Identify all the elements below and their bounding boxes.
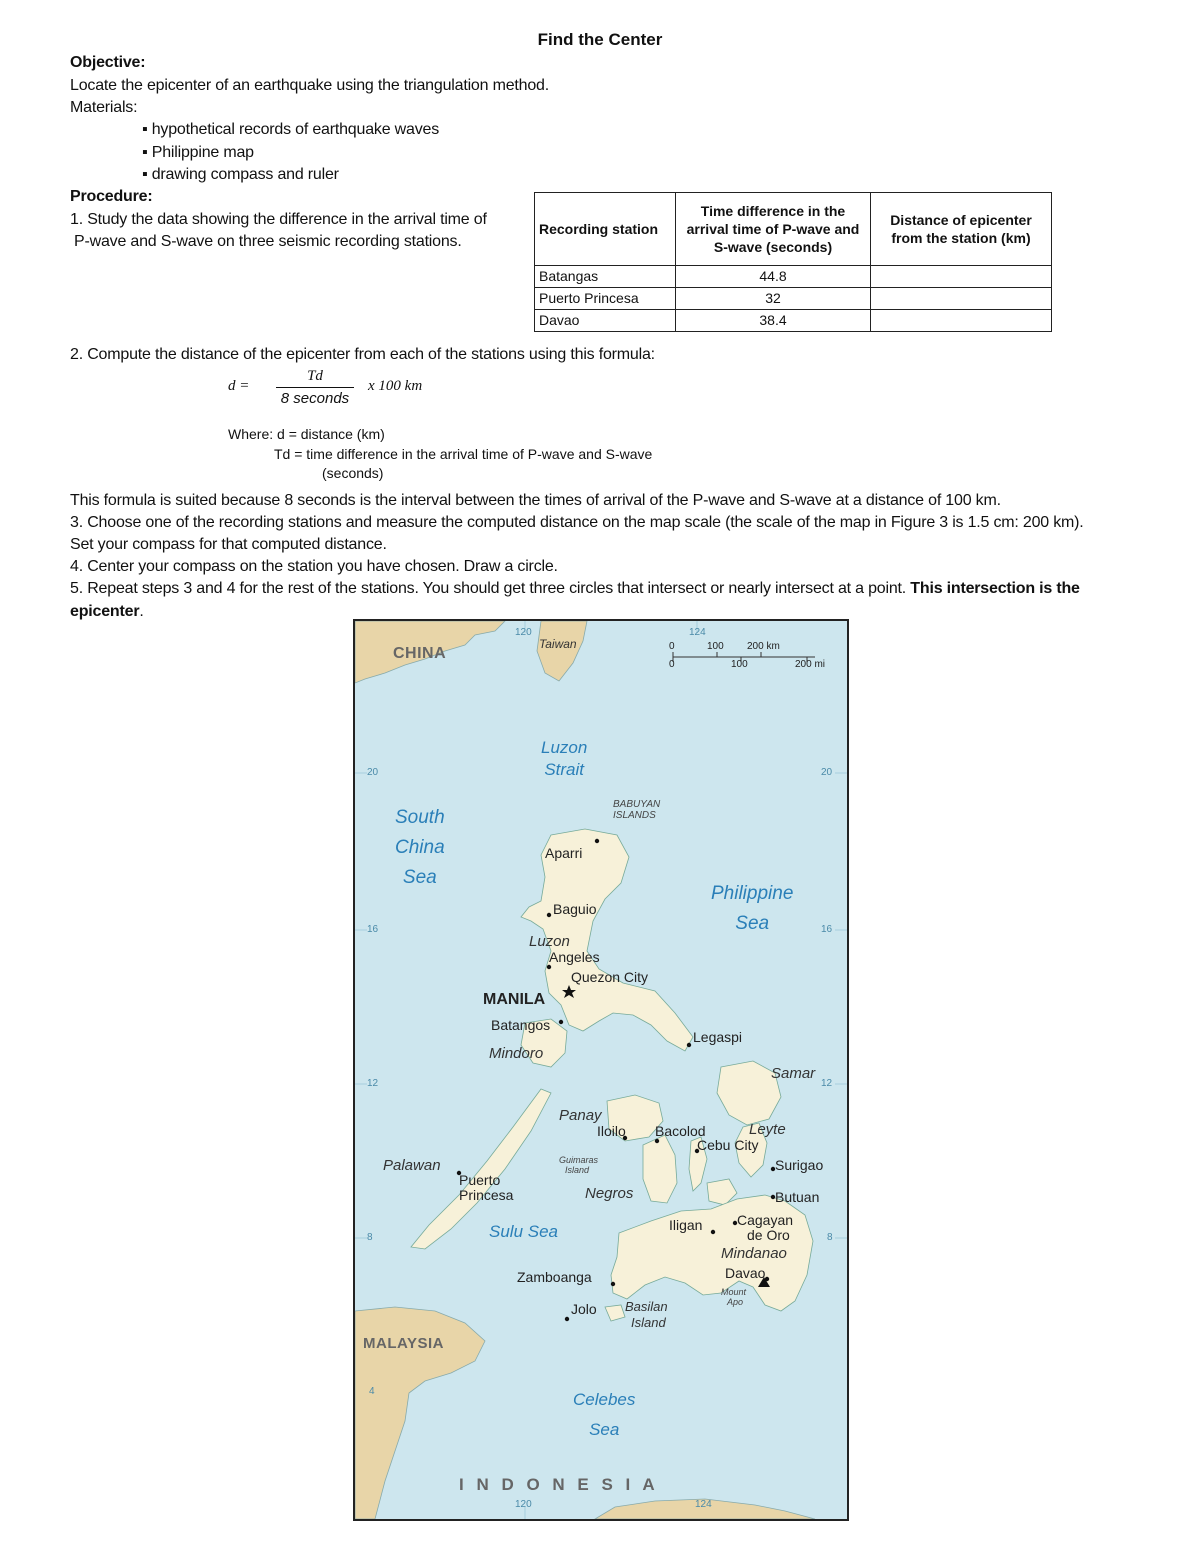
label-legaspi: Legaspi xyxy=(693,1029,743,1045)
scale-km-100: 100 xyxy=(707,641,724,652)
scale-mi-200: 200 mi xyxy=(795,659,826,670)
step-3-line-1: 3. Choose one of the recording stations and measure the computed distance on the map scale (the scale of the map in Figure 3 is 1.5 cm: 200 km). xyxy=(70,514,1084,531)
step-5-line-2 xyxy=(70,601,144,623)
label-samar: Samar xyxy=(771,1065,816,1082)
lat-label: 4 xyxy=(369,1386,375,1397)
label-baguio: Baguio xyxy=(553,901,597,917)
philippine-sea-line: Philippine xyxy=(711,883,794,904)
time-cell: 32 xyxy=(676,288,871,310)
label-mindanao: Mindanao xyxy=(721,1245,787,1262)
step-5-bold-2: epicenter xyxy=(70,603,140,620)
scale-mi-0: 0 xyxy=(669,659,675,670)
station-cell: Batangas xyxy=(535,266,676,288)
negros-land xyxy=(643,1135,677,1203)
label-negros: Negros xyxy=(585,1185,634,1202)
label-surigao: Surigao xyxy=(775,1157,824,1173)
distance-cell[interactable] xyxy=(871,310,1052,332)
basilan-land xyxy=(605,1305,625,1321)
lat-label: 20 xyxy=(821,767,833,778)
step-5-text: 5. Repeat steps 3 and 4 for the rest of the stations. You should get three circles that intersect or nearly intersect at a point. xyxy=(70,580,907,597)
lon-label: 124 xyxy=(695,1499,712,1510)
lat-label: 20 xyxy=(367,767,379,778)
label-zamboanga: Zamboanga xyxy=(517,1269,592,1285)
page-title: Find the Center xyxy=(537,30,663,49)
formula-note: This formula is suited because 8 seconds is the interval between the times of arrival of the P-wave and S-wave at a distance of 100 km. xyxy=(70,492,1001,509)
where-line-3: (seconds) xyxy=(322,465,384,481)
label-mount-apo xyxy=(721,1287,746,1307)
station-cell: Davao xyxy=(535,310,676,332)
luzon-strait-line: Strait xyxy=(544,760,584,779)
materials-heading: Materials: xyxy=(70,99,138,116)
step-2: 2. Compute the distance of the epicenter from each of the stations using this formula: xyxy=(70,346,655,363)
distance-cell[interactable] xyxy=(871,288,1052,310)
label-angeles: Angeles xyxy=(549,949,600,965)
material-item: ▪ drawing compass and ruler xyxy=(142,166,339,183)
label-iloilo: Iloilo xyxy=(597,1123,626,1139)
celebes-sea-line: Sea xyxy=(589,1420,620,1439)
cagayan-line: Cagayan xyxy=(737,1212,794,1228)
luzon-strait-line: Luzon xyxy=(541,738,588,757)
table-header: Distance of epicenter from the station (km) xyxy=(871,193,1052,266)
time-cell: 44.8 xyxy=(676,266,871,288)
formula-numerator: Td xyxy=(307,368,323,384)
mount-apo-line: Mount xyxy=(721,1287,747,1297)
label-panay: Panay xyxy=(559,1107,602,1124)
label-manila: MANILA xyxy=(483,991,546,1008)
label-jolo: Jolo xyxy=(571,1301,597,1317)
babuyan-line: ISLANDS xyxy=(613,810,656,821)
philippine-map[interactable] xyxy=(353,619,849,1521)
material-item: ▪ Philippine map xyxy=(142,144,254,161)
seismic-data-table xyxy=(534,192,1052,332)
lat-label: 16 xyxy=(367,924,379,935)
time-cell: 38.4 xyxy=(676,310,871,332)
scale-km-200: 200 km xyxy=(747,641,780,652)
scale-mi-100: 100 xyxy=(731,659,748,670)
lat-label: 8 xyxy=(827,1232,833,1243)
where-line-1: Where: d = distance (km) xyxy=(228,426,385,442)
label-cebu-city: Cebu City xyxy=(697,1137,759,1153)
label-malaysia: MALAYSIA xyxy=(363,1335,444,1352)
label-quezon-city: Quezon City xyxy=(571,969,649,985)
distance-cell[interactable] xyxy=(871,266,1052,288)
label-luzon-strait xyxy=(541,737,587,781)
label-iligan: Iligan xyxy=(669,1217,703,1233)
objective-heading: Objective: xyxy=(70,54,146,71)
guimaras-line: Guimaras xyxy=(559,1155,599,1165)
step-5-bold: This intersection is the xyxy=(910,580,1080,597)
scale-km-0: 0 xyxy=(669,641,675,652)
label-china: CHINA xyxy=(393,645,447,662)
table-header: Recording station xyxy=(535,193,676,266)
label-cagayan-de-oro xyxy=(737,1213,793,1243)
babuyan-line: BABUYAN xyxy=(613,799,661,810)
lat-label: 8 xyxy=(367,1232,373,1243)
label-sulu-sea: Sulu Sea xyxy=(489,1222,558,1241)
puerto-princesa-line: Puerto xyxy=(459,1172,501,1188)
lon-label: 120 xyxy=(515,627,532,638)
label-luzon: Luzon xyxy=(529,933,570,950)
step-1-line-2: P-wave and S-wave on three seismic recording stations. xyxy=(74,233,462,250)
label-guimaras xyxy=(559,1155,598,1175)
basilan-line: Island xyxy=(631,1315,666,1330)
label-davao: Davao xyxy=(725,1265,766,1281)
taiwan-land xyxy=(537,621,587,681)
mount-apo-line: Apo xyxy=(727,1297,744,1307)
label-mindoro: Mindoro xyxy=(489,1045,544,1062)
step-5-end: . xyxy=(139,603,144,620)
lat-label: 16 xyxy=(821,924,833,935)
step-5-line-1 xyxy=(70,578,1080,600)
label-batangos: Batangos xyxy=(491,1017,551,1033)
table-row xyxy=(535,266,1052,288)
step-3-line-2: Set your compass for that computed distance. xyxy=(70,536,387,553)
label-philippine-sea xyxy=(711,879,793,939)
table-header: Time difference in the arrival time of P-wave and S-wave (seconds) xyxy=(676,193,871,266)
objective-text: Locate the epicenter of an earthquake using the triangulation method. xyxy=(70,77,549,94)
lat-label: 12 xyxy=(821,1078,833,1089)
step-1-line-1: 1. Study the data showing the difference in the arrival time of xyxy=(70,211,487,228)
south-china-sea-line: Sea xyxy=(402,867,437,888)
label-aparri: Aparri xyxy=(545,845,583,861)
formula-rhs: x 100 km xyxy=(368,378,423,394)
lon-label: 124 xyxy=(689,627,706,638)
south-china-sea-line: China xyxy=(395,837,445,858)
lon-label: 120 xyxy=(515,1499,532,1510)
label-palawan: Palawan xyxy=(383,1157,441,1174)
label-taiwan: Taiwan xyxy=(539,637,577,651)
formula-lhs: d = xyxy=(228,378,250,394)
label-basilan xyxy=(625,1299,668,1331)
lat-label: 12 xyxy=(367,1078,379,1089)
label-babuyan xyxy=(613,799,660,821)
label-puerto-princesa xyxy=(459,1173,513,1203)
celebes-sea-line: Celebes xyxy=(573,1390,636,1409)
philippine-sea-line: Sea xyxy=(735,913,770,934)
procedure-heading: Procedure: xyxy=(70,188,153,205)
label-celebes-sea xyxy=(573,1385,635,1445)
station-cell: Puerto Princesa xyxy=(535,288,676,310)
step-4: 4. Center your compass on the station you have chosen. Draw a circle. xyxy=(70,558,558,575)
label-butuan: Butuan xyxy=(775,1189,820,1205)
guimaras-line: Island xyxy=(565,1165,590,1175)
south-china-sea-line: South xyxy=(395,807,445,828)
cagayan-line: de Oro xyxy=(747,1227,790,1243)
table-header-row xyxy=(535,193,1052,266)
basilan-line: Basilan xyxy=(625,1299,668,1314)
puerto-princesa-line: Princesa xyxy=(459,1187,514,1203)
material-item: ▪ hypothetical records of earthquake waves xyxy=(142,121,439,138)
label-indonesia: I N D O N E S I A xyxy=(459,1475,659,1494)
fraction-bar xyxy=(276,387,354,388)
label-leyte: Leyte xyxy=(749,1121,786,1138)
where-line-2: Td = time difference in the arrival time of P-wave and S-wave xyxy=(274,446,653,462)
label-south-china-sea xyxy=(395,803,445,893)
formula-denominator: 8 seconds xyxy=(280,390,350,407)
label-bacolod: Bacolod xyxy=(655,1123,706,1139)
table-row xyxy=(535,288,1052,310)
formula-fraction xyxy=(276,368,354,407)
table-row xyxy=(535,310,1052,332)
